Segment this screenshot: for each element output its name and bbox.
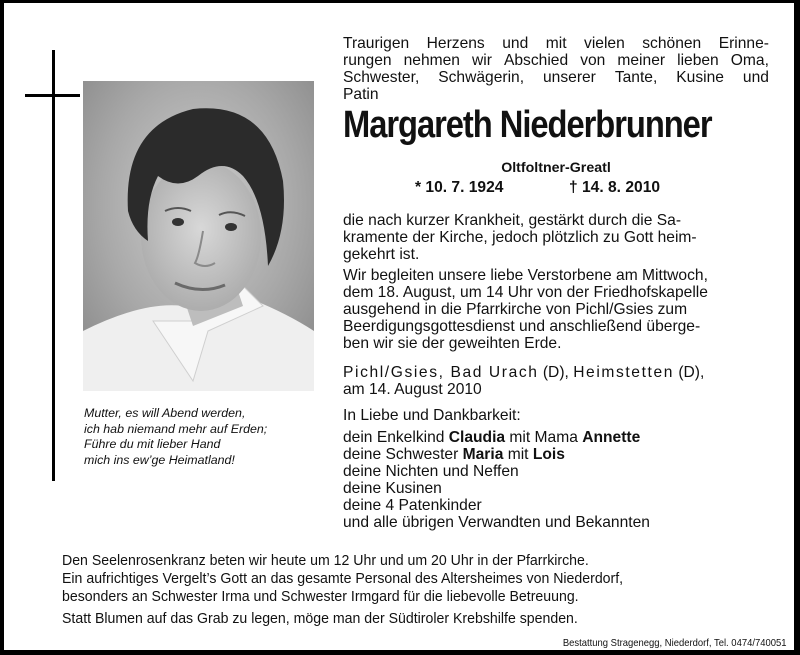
obituary-notice (4, 3, 794, 650)
mourner-line: deine Kusinen (343, 480, 442, 497)
mourner-line: und alle übrigen Verwandten und Bekannten (343, 514, 650, 531)
text-line: Wir begleiten unsere liebe Verstorbene am Mittwoch, (343, 267, 708, 284)
text-line: ben wir sie der geweihten Erde. (343, 335, 562, 352)
birth-date: * 10. 7. 1924 (415, 179, 504, 196)
text-line: ausgehend in die Pfarrkirche von Pichl/Gsies zum (343, 301, 688, 318)
text-line: die nach kurzer Krankheit, gestärkt durch die Sa- (343, 212, 682, 229)
mourner-line: deine Schwester Maria mit Lois (343, 446, 565, 463)
cross-icon-horizontal (25, 94, 80, 97)
text-line: kramente der Kirche, jedoch plötzlich zu Gott heim- (343, 229, 697, 246)
places: Pichl/Gsies, Bad Urach (343, 364, 539, 381)
portrait-photo (83, 81, 314, 391)
poem-line: mich ins ew’ge Heimatland! (84, 452, 235, 467)
mourner-line: dein Enkelkind Claudia mit Mama Annette (343, 429, 641, 446)
mourners-list (343, 407, 769, 531)
notice-date: am 14. August 2010 (343, 381, 482, 398)
rosary-text: Den Seelenrosenkranz beten wir heute um 12 Uhr und um 20 Uhr in der Pfarrkirche. (62, 552, 589, 569)
funeral-paragraph (343, 267, 769, 352)
intro-paragraph (343, 35, 769, 103)
poem-verse (84, 406, 324, 468)
poem-line: Führe du mit lieber Hand (84, 437, 221, 452)
text-line: gekehrt ist. (343, 246, 420, 263)
thanks-text-1: Ein aufrichtiges Vergelt’s Gott an das gesamte Personal des Altersheimes von Niederdorf, (62, 570, 624, 587)
place-date: Pichl/Gsies, Bad Urach (D), Heimstetten (D), am 14. August 2010 (343, 364, 769, 398)
text-line: dem 18. August, um 14 Uhr von der Friedhofskapelle (343, 284, 708, 301)
poem-line: ich hab niemand mehr auf Erden; (84, 421, 268, 436)
mourner-line: deine 4 Patenkinder (343, 497, 482, 514)
intro-line: Traurigen Herzens und mit vielen schönen Erinne- (343, 35, 769, 52)
death-notice-paragraph (343, 212, 769, 263)
donation-text: Statt Blumen auf das Grab zu legen, möge man der Südtiroler Krebshilfe spenden. (62, 610, 578, 627)
mourner-line: deine Nichten und Neffen (343, 463, 519, 480)
poem-line: Mutter, es will Abend werden, (84, 406, 246, 420)
intro-line: Patin (343, 86, 379, 103)
deceased-name: Margareth Niederbrunner (343, 104, 712, 146)
deceased-nickname: Oltfoltner-Greatl (501, 160, 611, 176)
undertaker-credit: Bestattung Stragenegg, Niederdorf, Tel. 0474/740051 (562, 637, 786, 649)
intro-line: Schwester, Schwägerin, unserer Tante, Kusine und (343, 69, 769, 86)
intro-line: rungen nehmen wir Abschied von meiner lieben Oma, (343, 52, 769, 69)
mourners-heading: In Liebe und Dankbarkeit: (343, 407, 521, 424)
places-2: Heimstetten (573, 364, 674, 381)
portrait-illustration (83, 81, 314, 391)
cross-icon-vertical (52, 50, 55, 481)
text-line: Beerdigungsgottesdienst und anschließend überge- (343, 318, 701, 335)
thanks-text-2: besonders an Schwester Irma und Schwester Irmgard für die liebevolle Betreuung. (62, 588, 579, 605)
death-date: † 14. 8. 2010 (569, 179, 661, 196)
